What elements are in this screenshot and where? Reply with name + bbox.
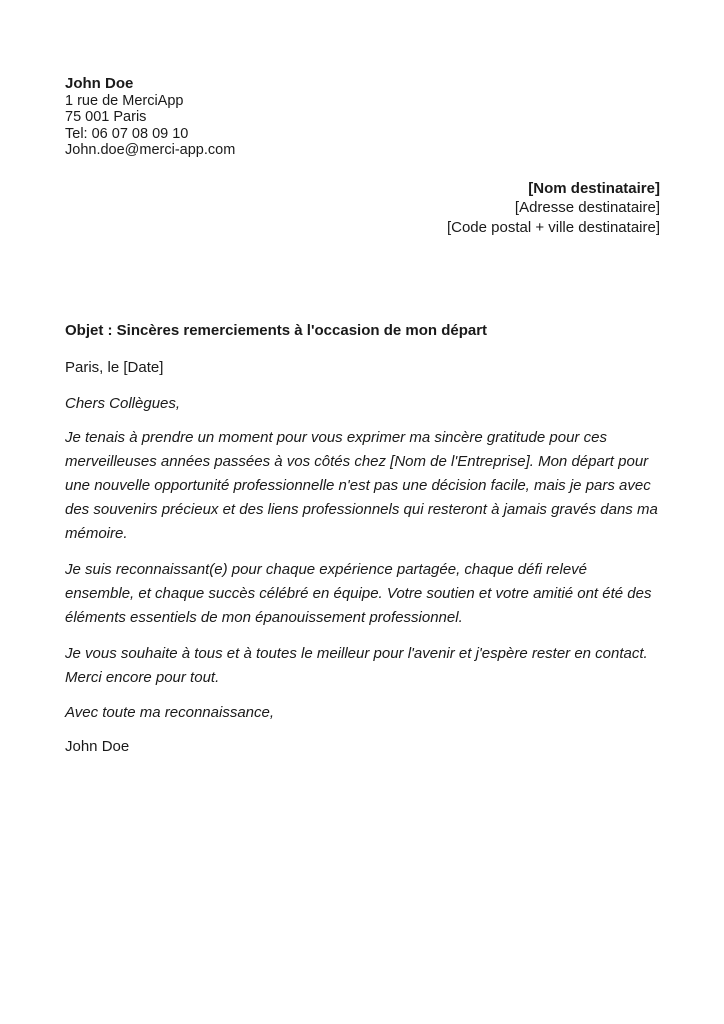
body-paragraph-3: Je vous souhaite à tous et à toutes le meilleur pour l'avenir et j'espère rester en contact. Merci encore pour tout. [65,645,648,686]
sender-name: John Doe [65,75,134,92]
body-paragraph-1: Je tenais à prendre un moment pour vous exprimer ma sincère gratitude pour ces merveilleuses années passées à vos côtés chez [Nom de l'Entreprise]. Mon départ pour une nouvelle opportunité professionnelle n'est pas une décision facile, mais je pars avec des souvenirs précieux et des liens professionnels qui resteront à jamais gravés dans ma mémoire. [65,429,658,542]
salutation: Chers Collègues, [65,395,181,412]
body-paragraph-2: Je suis reconnaissant(e) pour chaque expérience partagée, chaque défi relevé ensemble, et chaque succès célébré en équipe. Votre soutien et votre amitié ont été des éléments essentiels de mon épanouissement professionnel. [65,561,652,626]
recipient-postal-city-placeholder: [Code postal + ville destinataire] [446,218,660,236]
sender-street: 1 rue de MerciApp [65,92,184,109]
date-line: Paris, le [Date] [65,359,164,376]
sender-email: John.doe@merci-app.com [65,142,236,158]
recipient-address-placeholder: [Adresse destinataire] [514,199,660,216]
signature-name: John Doe [65,738,130,755]
sender-address-block [65,76,660,159]
sender-phone: Tel: 06 07 08 09 10 [65,125,189,142]
closing-line: Avec toute ma reconnaissance, [65,704,275,721]
sender-city: 75 001 Paris [65,109,147,125]
subject-line: Objet : Sincères remerciements à l'occasion de mon départ [65,322,488,339]
recipient-address-block [65,179,660,238]
recipient-name-placeholder: [Nom destinataire] [528,179,660,197]
